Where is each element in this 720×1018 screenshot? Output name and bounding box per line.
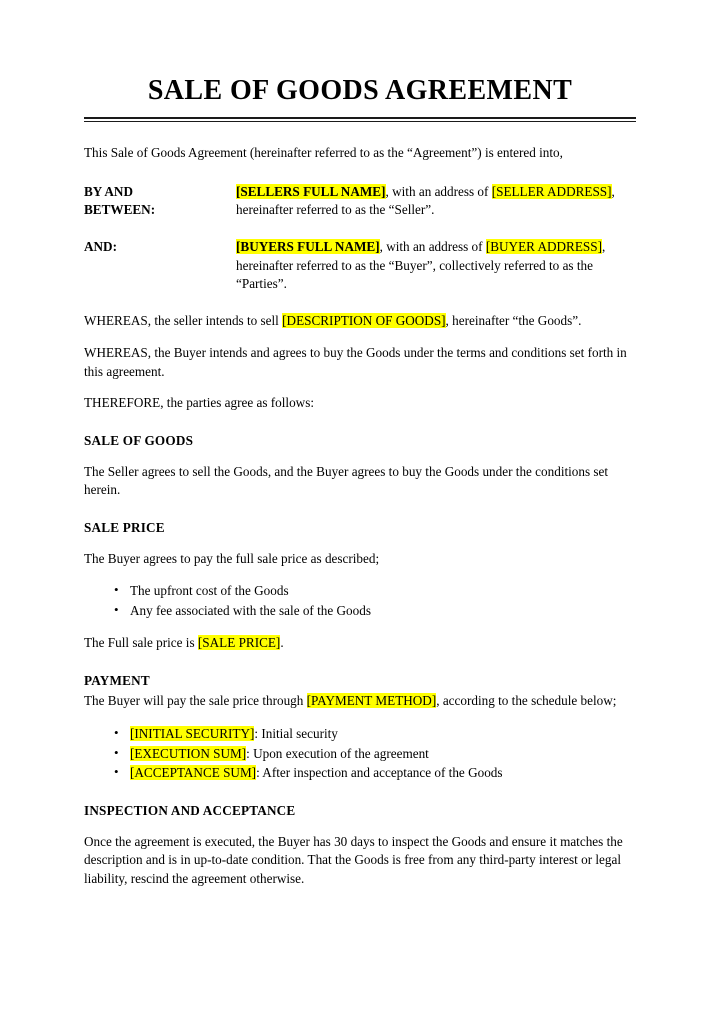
section-body-sale-price: The Buyer agrees to pay the full sale price as described;: [84, 550, 380, 566]
section-heading-payment: PAYMENT: [84, 672, 150, 688]
section-heading-sale-price: SALE PRICE: [84, 520, 165, 536]
seller-text-after-name: , with an address of: [385, 183, 492, 199]
initial-security-text: : Initial security: [254, 725, 338, 741]
execution-sum-text: : Upon execution of the agreement: [246, 745, 429, 761]
list-item: [130, 744, 636, 764]
initial-security-placeholder: [INITIAL SECURITY]: [130, 725, 255, 741]
acceptance-sum-placeholder: [ACCEPTANCE SUM]: [130, 765, 257, 781]
buyer-text-after-name: , with an address of: [379, 239, 486, 254]
payment-body-before: The Buyer will pay the sale price through: [84, 693, 307, 709]
party-label-buyer: [84, 238, 236, 257]
buyer-name-placeholder: [BUYERS FULL NAME]: [236, 239, 380, 254]
buyer-text-after-address: , hereinafter referred to as the “Buyer”, collectively referred to as the “Parties”.: [236, 239, 606, 292]
sale-price-closing-before: The Full sale price is: [84, 634, 198, 650]
seller-text-after-address: , hereinafter referred to as the “Seller”.: [236, 183, 615, 218]
party-text-buyer: [236, 238, 636, 294]
payment-schedule-list: [84, 724, 636, 783]
execution-sum-placeholder: [EXECUTION SUM]: [130, 745, 247, 761]
whereas-paragraph-1: [84, 312, 636, 331]
party-block-seller: [84, 183, 636, 220]
acceptance-sum-text: : After inspection and acceptance of the Goods: [256, 765, 503, 781]
sale-price-bullet-list: [84, 581, 636, 621]
document-body: [84, 76, 636, 902]
section-body-inspection-and-acceptance: Once the agreement is executed, the Buyer has 30 days to inspect the Goods and ensure it matches the description and is in up-to-date condition. That the Goods is free from any third-party interest or legal liability, rescind the agreement otherwise.: [84, 833, 623, 887]
intro-paragraph: This Sale of Goods Agreement (hereinafter referred to as the “Agreement”) is entered into,: [84, 144, 563, 160]
list-item: [130, 763, 636, 783]
sale-price-closing-after: .: [280, 634, 284, 650]
list-item: • Any fee associated with the sale of the Goods: [130, 601, 636, 621]
list-item: • The upfront cost of the Goods: [130, 581, 636, 601]
list-item: [130, 724, 636, 744]
party-label-seller: [84, 183, 236, 220]
buyer-address-placeholder: [BUYER ADDRESS]: [485, 239, 602, 254]
section-heading-sale-of-goods: SALE OF GOODS: [84, 433, 194, 449]
sale-price-placeholder: [SALE PRICE]: [197, 634, 281, 650]
party-text-seller: [236, 183, 636, 220]
title-divider: [84, 117, 636, 122]
section-heading-inspection-and-acceptance: INSPECTION AND ACCEPTANCE: [84, 803, 296, 819]
party-label-buyer-line1: AND:: [84, 239, 117, 254]
party-label-seller-line1: BY AND: [84, 183, 133, 199]
page-title: SALE OF GOODS AGREEMENT: [147, 75, 573, 106]
payment-body-after: , according to the schedule below;: [436, 693, 617, 709]
seller-name-placeholder: [SELLERS FULL NAME]: [236, 183, 386, 199]
seller-address-placeholder: [SELLER ADDRESS]: [491, 183, 612, 199]
payment-method-placeholder: [PAYMENT METHOD]: [306, 693, 437, 709]
section-body-payment: [84, 692, 636, 711]
party-block-buyer: [84, 238, 636, 294]
party-label-seller-line2: BETWEEN:: [84, 202, 156, 218]
section-body-sale-of-goods: The Seller agrees to sell the Goods, and the Buyer agrees to buy the Goods under the conditions set herein.: [84, 463, 609, 498]
whereas-paragraph-2: WHEREAS, the Buyer intends and agrees to buy the Goods under the terms and conditions set forth in this agreement.: [84, 344, 627, 379]
goods-description-placeholder: [DESCRIPTION OF GOODS]: [282, 313, 446, 329]
therefore-paragraph: THEREFORE, the parties agree as follows:: [84, 395, 314, 411]
sale-price-closing: [84, 634, 636, 653]
whereas-1-before: WHEREAS, the seller intends to sell: [84, 313, 283, 329]
whereas-1-after: , hereinafter “the Goods”.: [445, 313, 582, 329]
